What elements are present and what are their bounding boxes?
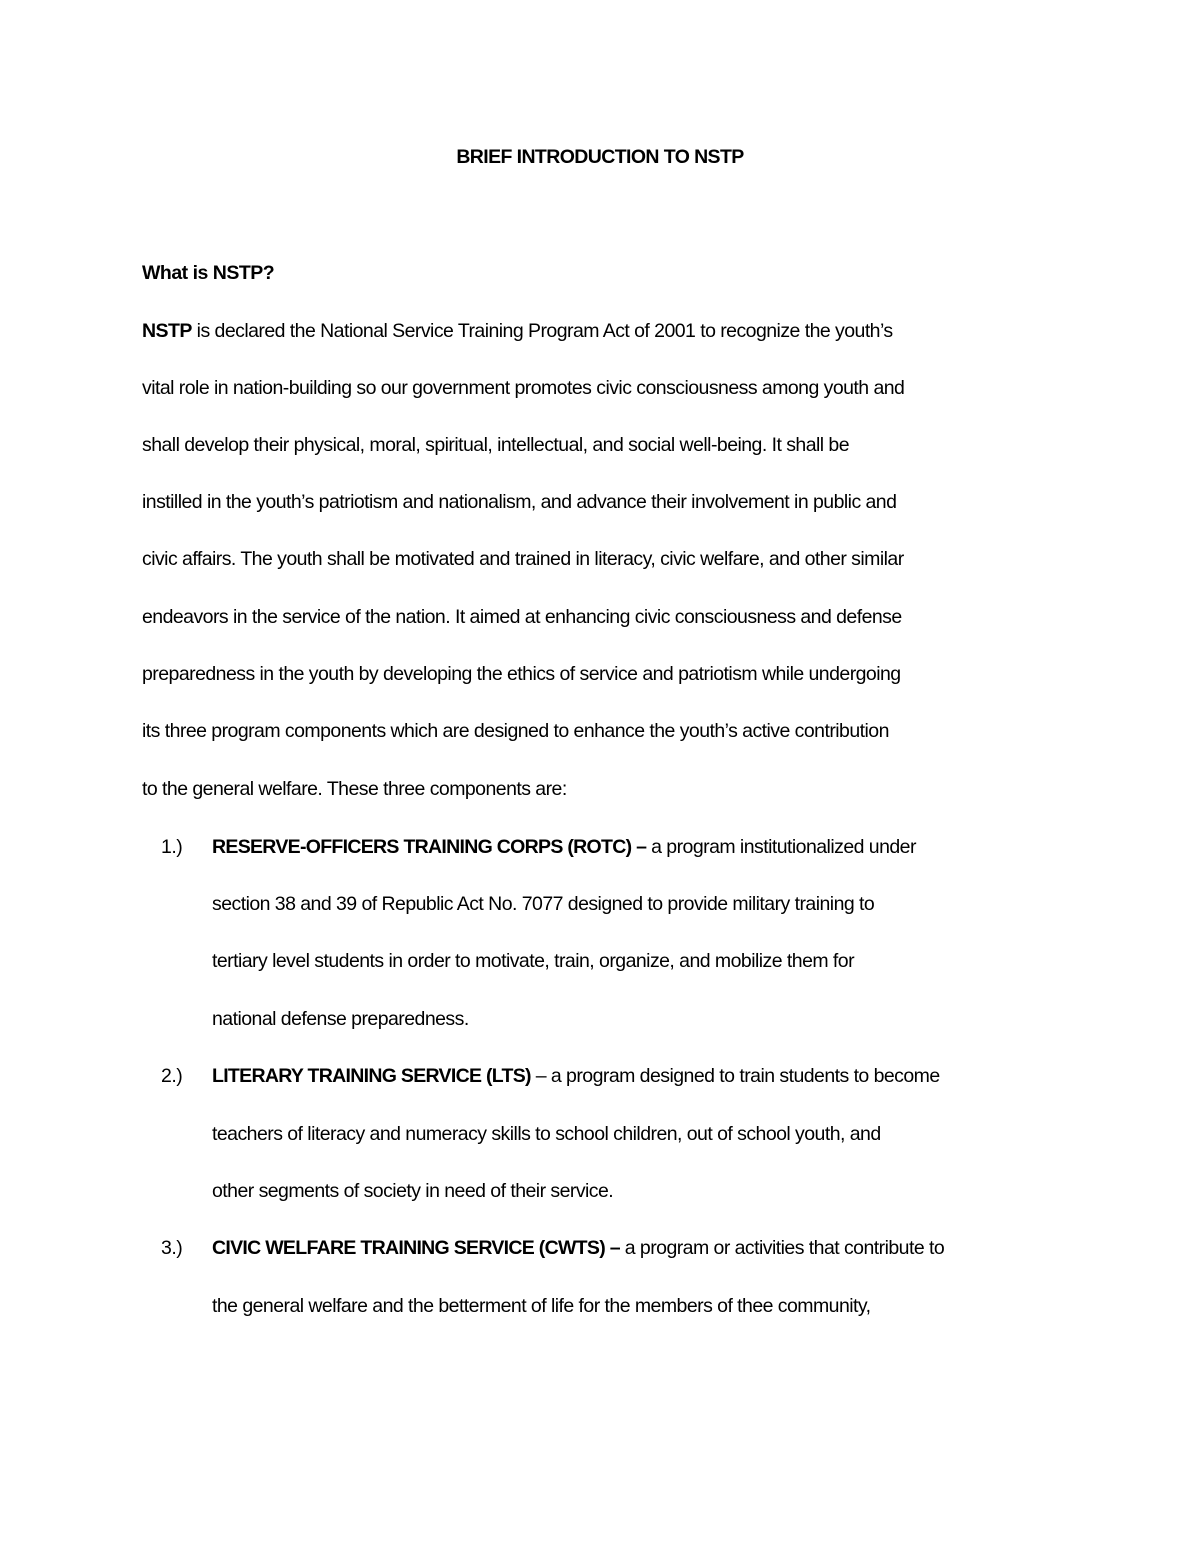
- paragraph-line: instilled in the youth’s patriotism and nationalism, and advance their involvement in public and: [142, 491, 897, 513]
- list-line: [212, 833, 916, 861]
- list-number: 1.): [161, 836, 183, 858]
- section-heading: What is NSTP?: [142, 262, 275, 284]
- document-title: BRIEF INTRODUCTION TO NSTP: [456, 146, 744, 168]
- list-number: 2.): [161, 1065, 183, 1087]
- list-line: national defense preparedness.: [212, 1008, 469, 1030]
- line-text: a program institutionalized under: [646, 836, 916, 858]
- list-number: 3.): [161, 1237, 183, 1259]
- line-text: is declared the National Service Training Program Act of 2001 to recognize the youth’s: [191, 320, 893, 342]
- component-term: LITERARY TRAINING SERVICE (LTS): [212, 1065, 531, 1087]
- list-line: tertiary level students in order to motivate, train, organize, and mobilize them for: [212, 950, 855, 972]
- paragraph-line: [142, 317, 893, 345]
- line-text: – a program designed to train students to become: [530, 1065, 940, 1087]
- list-line: other segments of society in need of their service.: [212, 1180, 614, 1202]
- list-line: [212, 1234, 944, 1262]
- paragraph-line: shall develop their physical, moral, spiritual, intellectual, and social well-being. It shall be: [142, 434, 850, 456]
- paragraph-line: its three program components which are designed to enhance the youth’s active contribution: [142, 720, 889, 742]
- list-line: [212, 1062, 940, 1090]
- component-term: CIVIC WELFARE TRAINING SERVICE (CWTS) –: [212, 1237, 620, 1259]
- list-line: the general welfare and the betterment of life for the members of thee community,: [212, 1295, 871, 1317]
- line-text: a program or activities that contribute to: [619, 1237, 945, 1259]
- paragraph-line: to the general welfare. These three components are:: [142, 778, 567, 800]
- list-line: section 38 and 39 of Republic Act No. 7077 designed to provide military training to: [212, 893, 875, 915]
- paragraph-line: vital role in nation-building so our government promotes civic consciousness among youth and: [142, 377, 905, 399]
- paragraph-line: preparedness in the youth by developing the ethics of service and patriotism while undergoing: [142, 663, 901, 685]
- paragraph-line: civic affairs. The youth shall be motivated and trained in literacy, civic welfare, and other similar: [142, 548, 904, 570]
- nstp-lead-term: NSTP: [142, 320, 192, 342]
- list-line: teachers of literacy and numeracy skills to school children, out of school youth, and: [212, 1123, 881, 1145]
- paragraph-line: endeavors in the service of the nation. It aimed at enhancing civic consciousness and defense: [142, 606, 902, 628]
- component-term: RESERVE-OFFICERS TRAINING CORPS (ROTC) –: [212, 836, 647, 858]
